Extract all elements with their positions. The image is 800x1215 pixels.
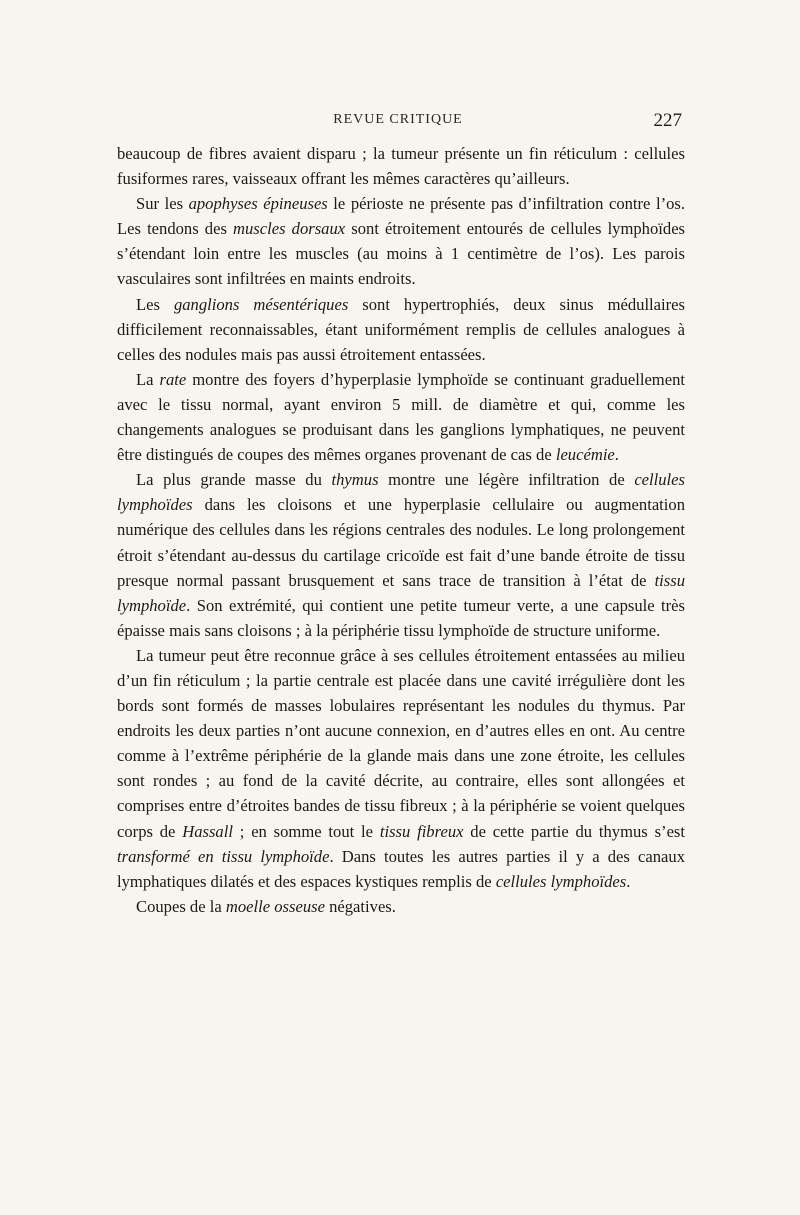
italic-text: moelle osseuse (225, 896, 325, 916)
running-head (114, 110, 682, 134)
paragraph-p3 (117, 292, 685, 367)
paragraph-p6 (117, 643, 685, 894)
text-run: . Dans toutes les autres parties il y a des canaux lymphatiques dilatés et des espaces kystiques remplis de (117, 846, 685, 891)
italic-text: rate (159, 369, 187, 389)
italic-text: cellules lymphoïdes (117, 470, 685, 515)
text-run: montre une légère infiltration de (378, 470, 635, 490)
italic-text: muscles dorsaux (233, 219, 346, 239)
text-run: . (626, 871, 631, 891)
text-run: le périoste ne présente pas d’infiltration contre l’os. Les tendons des (117, 194, 685, 239)
italic-text: cellules lymphoïdes (495, 871, 627, 891)
italic-text: tissu lymphoïde (117, 570, 685, 615)
text-run: . Son extrémité, qui contient une petite tumeur verte, a une capsule très épaisse mais sans cloisons ; à la périphérie tissu lymphoïde de structure uniforme. (117, 595, 685, 640)
italic-text: transformé en tissu lymphoïde (117, 846, 330, 866)
paragraph-p2 (117, 191, 685, 291)
running-title: REVUE CRITIQUE (333, 112, 463, 127)
text-run: La plus grande masse du (136, 470, 332, 490)
text-run: de cette partie du thymus s’est (463, 821, 685, 841)
body-text (117, 141, 685, 919)
paragraph-p1 (117, 141, 685, 191)
paragraph-p4 (117, 367, 685, 467)
italic-text: ganglions mésentériques (173, 294, 349, 314)
text-run: sont étroitement entourés de cellules lymphoïdes s’étendant loin entre les muscles (au moins à 1 centimètre de l’os). Les parois vasculaires sont infiltrées en maints endroits. (117, 219, 686, 289)
page-number: 227 (653, 110, 682, 131)
text-run: . (614, 445, 619, 465)
italic-text: Hassall (182, 821, 233, 841)
italic-text: leucémie (555, 445, 615, 465)
text-run: dans les cloisons et une hyperplasie cellulaire ou augmentation numérique des cellules dans les régions centrales des nodules. Le long prolongement étroit s’étendant au-dessus du cartilage cricoïde est fait d’une bande étroite de tissu presque normal passant brusquement et sans trace de transition à l’état de (117, 495, 685, 590)
text-run: Sur les (136, 194, 189, 214)
text-run: beaucoup de fibres avaient disparu ; la tumeur présente un fin réticulum : cellules fusiformes rares, vaisseaux offrant les mêmes caractères qu’ailleurs. (117, 144, 685, 189)
paragraph-p7 (117, 894, 685, 919)
text-run: La (136, 369, 160, 389)
text-run: négatives. (324, 896, 396, 916)
paragraph-p5 (117, 467, 685, 643)
text-run: Coupes de la (136, 896, 226, 916)
text-run: Les (136, 294, 174, 314)
italic-text: thymus (331, 470, 379, 490)
text-run: ; en somme tout le (232, 821, 380, 841)
italic-text: apophyses épineuses (188, 194, 328, 214)
text-run: sont hypertrophiés, deux sinus médullaires difficilement reconnaissables, étant uniformément remplis de cellules analogues à celles des nodules mais pas aussi étroitement entassées. (117, 294, 685, 364)
text-run: montre des foyers d’hyperplasie lymphoïde se continuant graduellement avec le tissu normal, ayant environ 5 mill. de diamètre et qui, comme les changements analogues se produisant dans les ganglions lymphatiques, ne peuvent être distingués de coupes des mêmes organes provenant de cas de (117, 369, 685, 465)
text-run: La tumeur peut être reconnue grâce à ses cellules étroitement entassées au milieu d’un fin réticulum ; la partie centrale est placée dans une cavité irrégulière dont les bords sont formés de masses lobulaires représentant les nodules du thymus. Par endroits les deux parties n’ont aucune connexion, en d’autres elles en ont. Au centre comme à l’extrême périphérie de la glande mais dans une zone étroite, les cellules sont rondes ; au fond de la cavité décrite, au contraire, elles sont allongées et comprises entre d’étroites bandes de tissu fibreux ; à la périphérie se voient quelques corps de (117, 645, 685, 841)
italic-text: tissu fibreux (379, 821, 464, 841)
